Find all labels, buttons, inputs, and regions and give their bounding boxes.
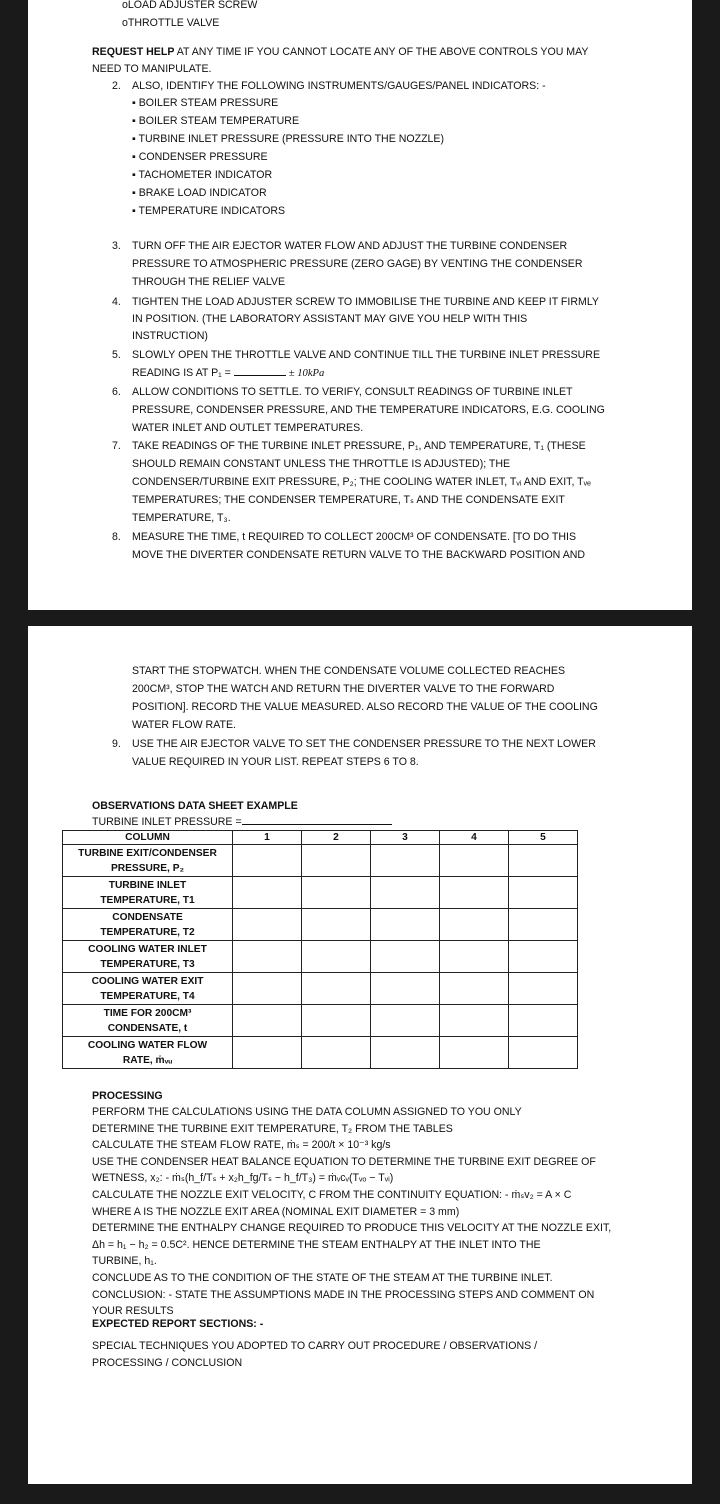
step-2-text: ALSO, IDENTIFY THE FOLLOWING INSTRUMENTS/GAUGES/PANEL INDICATORS: - bbox=[132, 80, 546, 92]
table-row bbox=[63, 941, 578, 973]
row-label-line: PRESSURE, P₂ bbox=[110, 862, 185, 874]
step-number: 3. bbox=[112, 240, 121, 252]
processing-line: CONCLUSION: - STATE THE ASSUMPTIONS MADE IN THE PROCESSING STEPS AND COMMENT ON bbox=[92, 1288, 595, 1301]
row-label bbox=[63, 1005, 233, 1037]
data-entry-cell[interactable] bbox=[509, 1037, 578, 1069]
data-entry-cell[interactable] bbox=[371, 877, 440, 909]
bullet-icon: ▪ bbox=[132, 151, 139, 163]
data-entry-cell[interactable] bbox=[371, 973, 440, 1005]
data-entry-cell[interactable] bbox=[440, 877, 509, 909]
report-sections-line: PROCESSING / CONCLUSION bbox=[92, 1356, 243, 1369]
row-label-line: RATE, ṁᵥᵤ bbox=[122, 1054, 173, 1066]
data-entry-cell[interactable] bbox=[440, 1005, 509, 1037]
step-number: 6. bbox=[112, 386, 121, 398]
step-8-line: MOVE THE DIVERTER CONDENSATE RETURN VALVE TO THE BACKWARD POSITION AND bbox=[132, 549, 586, 561]
data-entry-cell[interactable] bbox=[509, 973, 578, 1005]
p1-reading-blank bbox=[234, 365, 286, 376]
data-entry-cell[interactable] bbox=[371, 1037, 440, 1069]
step-4-line: INSTRUCTION) bbox=[132, 330, 208, 342]
row-label-line: TEMPERATURE, T2 bbox=[100, 926, 195, 938]
data-entry-cell[interactable] bbox=[233, 973, 302, 1005]
request-help-line-2: NEED TO MANIPULATE. bbox=[92, 63, 212, 75]
p1-reading-label: READING IS AT P₁ = bbox=[132, 367, 231, 379]
table-row bbox=[63, 909, 578, 941]
row-label-line: CONDENSATE bbox=[112, 911, 183, 923]
data-entry-cell[interactable] bbox=[233, 1005, 302, 1037]
row-label-line: TIME FOR 200CM³ bbox=[103, 1007, 192, 1019]
table-header-row bbox=[63, 831, 578, 845]
instrument-label: BOILER STEAM TEMPERATURE bbox=[138, 115, 300, 127]
row-label bbox=[63, 845, 233, 877]
data-entry-cell[interactable] bbox=[509, 877, 578, 909]
inlet-pressure-label: TURBINE INLET PRESSURE = bbox=[92, 816, 242, 828]
step-number: 5. bbox=[112, 349, 121, 361]
data-entry-cell[interactable] bbox=[302, 941, 371, 973]
step-6-line: ALLOW CONDITIONS TO SETTLE. TO VERIFY, CONSULT READINGS OF TURBINE INLET bbox=[132, 386, 573, 398]
data-entry-cell[interactable] bbox=[440, 973, 509, 1005]
instrument-list-item bbox=[132, 113, 299, 131]
data-entry-cell[interactable] bbox=[302, 1005, 371, 1037]
row-label-line: TURBINE INLET bbox=[108, 879, 187, 891]
step-5-line-2 bbox=[132, 365, 324, 383]
observations-table bbox=[62, 830, 578, 1069]
data-entry-cell[interactable] bbox=[302, 973, 371, 1005]
table-header-cell: COLUMN bbox=[63, 831, 233, 845]
step-7-line: TAKE READINGS OF THE TURBINE INLET PRESSURE, P₁, AND TEMPERATURE, T₁ (THESE bbox=[132, 440, 586, 452]
instrument-list-item bbox=[132, 149, 268, 167]
request-help-text: AT ANY TIME IF YOU CANNOT LOCATE ANY OF THE ABOVE CONTROLS YOU MAY bbox=[174, 46, 589, 58]
data-entry-cell[interactable] bbox=[233, 1037, 302, 1069]
bullet-icon: ▪ bbox=[132, 187, 139, 199]
data-entry-cell[interactable] bbox=[371, 909, 440, 941]
step-7-line: TEMPERATURES; THE CONDENSER TEMPERATURE, Tₛ AND THE CONDENSATE EXIT bbox=[132, 494, 565, 506]
step-3-line: PRESSURE TO ATMOSPHERIC PRESSURE (ZERO GAGE) BY VENTING THE CONDENSER bbox=[132, 258, 583, 270]
instrument-label: CONDENSER PRESSURE bbox=[138, 151, 268, 163]
table-row bbox=[63, 973, 578, 1005]
request-help-line bbox=[92, 44, 588, 62]
processing-line: Δh = h₁ − h₂ = 0.5C². HENCE DETERMINE THE STEAM ENTHALPY AT THE INLET INTO THE bbox=[92, 1238, 541, 1251]
step-number: 7. bbox=[112, 440, 121, 452]
table-body bbox=[63, 845, 578, 1069]
data-entry-cell[interactable] bbox=[440, 941, 509, 973]
data-entry-cell[interactable] bbox=[371, 941, 440, 973]
row-label-line: CONDENSATE, t bbox=[107, 1022, 188, 1034]
table-header-cell: 5 bbox=[509, 831, 578, 845]
tolerance-text: ± 10kPa bbox=[288, 368, 325, 379]
table-row bbox=[63, 1037, 578, 1069]
step-8-cont-line: WATER FLOW RATE. bbox=[132, 719, 236, 731]
instrument-label: TURBINE INLET PRESSURE (PRESSURE INTO THE NOZZLE) bbox=[138, 133, 445, 145]
bullet-icon: ▪ bbox=[132, 205, 139, 217]
step-7-line: SHOULD REMAIN CONSTANT UNLESS THE THROTTLE IS ADJUSTED); THE bbox=[132, 458, 511, 470]
instrument-label: BOILER STEAM PRESSURE bbox=[138, 97, 279, 109]
data-entry-cell[interactable] bbox=[509, 909, 578, 941]
row-label bbox=[63, 973, 233, 1005]
table-header-cell: 2 bbox=[302, 831, 371, 845]
row-label-line: TURBINE EXIT/CONDENSER bbox=[78, 847, 217, 859]
data-entry-cell[interactable] bbox=[233, 941, 302, 973]
processing-line: CONCLUDE AS TO THE CONDITION OF THE STATE OF THE STEAM AT THE TURBINE INLET. bbox=[92, 1272, 553, 1284]
data-entry-cell[interactable] bbox=[509, 941, 578, 973]
table-header-cell: 1 bbox=[233, 831, 302, 845]
step-9-line: VALUE REQUIRED IN YOUR LIST. REPEAT STEPS 6 TO 8. bbox=[132, 756, 419, 768]
processing-line: TURBINE, h₁. bbox=[92, 1255, 157, 1268]
instrument-list-item bbox=[132, 185, 267, 203]
observations-subtitle bbox=[92, 814, 392, 832]
document-page-1 bbox=[28, 0, 692, 610]
table-row bbox=[63, 845, 578, 877]
step-8-cont-line: POSITION]. RECORD THE VALUE MEASURED. ALSO RECORD THE VALUE OF THE COOLING bbox=[132, 701, 598, 713]
step-number: 8. bbox=[112, 531, 121, 543]
processing-title: PROCESSING bbox=[92, 1090, 163, 1102]
row-label-line: COOLING WATER FLOW bbox=[87, 1039, 208, 1051]
step-3-line: TURN OFF THE AIR EJECTOR WATER FLOW AND ADJUST THE TURBINE CONDENSER bbox=[132, 240, 568, 252]
request-help-label: REQUEST HELP bbox=[92, 46, 175, 58]
processing-line: DETERMINE THE ENTHALPY CHANGE REQUIRED TO PRODUCE THIS VELOCITY AT THE NOZZLE EXIT, bbox=[92, 1222, 612, 1235]
step-6-line: PRESSURE, CONDENSER PRESSURE, AND THE TEMPERATURE INDICATORS, E.G. COOLING bbox=[132, 404, 605, 416]
table-header-cell: 4 bbox=[440, 831, 509, 845]
step-9-line: USE THE AIR EJECTOR VALVE TO SET THE CONDENSER PRESSURE TO THE NEXT LOWER bbox=[132, 738, 596, 750]
data-entry-cell[interactable] bbox=[233, 877, 302, 909]
instrument-label: BRAKE LOAD INDICATOR bbox=[138, 187, 267, 199]
bullet-throttle-valve: oTHROTTLE VALVE bbox=[122, 17, 220, 29]
step-8-cont-line: START THE STOPWATCH. WHEN THE CONDENSATE VOLUME COLLECTED REACHES bbox=[132, 665, 566, 677]
data-entry-cell[interactable] bbox=[302, 1037, 371, 1069]
step-3-line: THROUGH THE RELIEF VALVE bbox=[132, 276, 286, 288]
instrument-list-item bbox=[132, 95, 278, 113]
processing-line: WHERE A IS THE NOZZLE EXIT AREA (NOMINAL EXIT DIAMETER = 3 mm) bbox=[92, 1205, 460, 1218]
step-number: 9. bbox=[112, 738, 121, 750]
row-label bbox=[63, 909, 233, 941]
data-entry-cell[interactable] bbox=[371, 845, 440, 877]
row-label bbox=[63, 877, 233, 909]
data-entry-cell[interactable] bbox=[233, 845, 302, 877]
bullet-load-adjuster: oLOAD ADJUSTER SCREW bbox=[122, 0, 258, 11]
bullet-icon: ▪ bbox=[132, 133, 139, 145]
document-page-2 bbox=[28, 626, 692, 1484]
data-entry-cell[interactable] bbox=[302, 845, 371, 877]
table-header-cell: 3 bbox=[371, 831, 440, 845]
data-entry-cell[interactable] bbox=[509, 1005, 578, 1037]
step-7-line: TEMPERATURE, T₃. bbox=[132, 512, 231, 524]
bullet-icon: ▪ bbox=[132, 97, 139, 109]
row-label bbox=[63, 1037, 233, 1069]
row-label-line: TEMPERATURE, T4 bbox=[100, 990, 195, 1002]
processing-line: DETERMINE THE TURBINE EXIT TEMPERATURE, T₂ FROM THE TABLES bbox=[92, 1122, 453, 1135]
step-4-line: TIGHTEN THE LOAD ADJUSTER SCREW TO IMMOBILISE THE TURBINE AND KEEP IT FIRMLY bbox=[132, 296, 599, 308]
instrument-list-item bbox=[132, 167, 272, 185]
row-label-line: COOLING WATER INLET bbox=[88, 943, 207, 955]
report-sections-title: EXPECTED REPORT SECTIONS: - bbox=[92, 1318, 264, 1330]
observations-title: OBSERVATIONS DATA SHEET EXAMPLE bbox=[92, 800, 298, 812]
row-label-line: TEMPERATURE, T1 bbox=[100, 894, 195, 906]
data-entry-cell[interactable] bbox=[440, 1037, 509, 1069]
instrument-list-item bbox=[132, 203, 285, 221]
bullet-icon: ▪ bbox=[132, 169, 139, 181]
instrument-label: TACHOMETER INDICATOR bbox=[138, 169, 273, 181]
report-sections-line: SPECIAL TECHNIQUES YOU ADOPTED TO CARRY OUT PROCEDURE / OBSERVATIONS / bbox=[92, 1340, 538, 1352]
data-entry-cell[interactable] bbox=[509, 845, 578, 877]
inlet-pressure-blank bbox=[242, 814, 392, 825]
row-label bbox=[63, 941, 233, 973]
instrument-list-item bbox=[132, 131, 444, 149]
step-8-cont-line: 200CM³, STOP THE WATCH AND RETURN THE DIVERTER VALVE TO THE FORWARD bbox=[132, 683, 555, 695]
data-entry-cell[interactable] bbox=[440, 845, 509, 877]
row-label-line: TEMPERATURE, T3 bbox=[100, 958, 195, 970]
table-row bbox=[63, 877, 578, 909]
data-entry-cell[interactable] bbox=[302, 909, 371, 941]
processing-line: USE THE CONDENSER HEAT BALANCE EQUATION TO DETERMINE THE TURBINE EXIT DEGREE OF bbox=[92, 1155, 596, 1168]
step-6-line: WATER INLET AND OUTLET TEMPERATURES. bbox=[132, 422, 364, 434]
step-5-line-1: SLOWLY OPEN THE THROTTLE VALVE AND CONTINUE TILL THE TURBINE INLET PRESSURE bbox=[132, 349, 601, 361]
processing-line: CALCULATE THE NOZZLE EXIT VELOCITY, C FROM THE CONTINUITY EQUATION: - ṁₛv₂ = A × C bbox=[92, 1189, 572, 1201]
table-row bbox=[63, 1005, 578, 1037]
step-7-line: CONDENSER/TURBINE EXIT PRESSURE, P₂; THE COOLING WATER INLET, Tᵥᵢ AND EXIT, Tᵥₑ bbox=[132, 476, 591, 488]
row-label-line: COOLING WATER EXIT bbox=[91, 975, 204, 987]
processing-line: CALCULATE THE STEAM FLOW RATE, ṁₛ = 200/t × 10⁻³ kg/s bbox=[92, 1139, 391, 1152]
data-entry-cell[interactable] bbox=[440, 909, 509, 941]
bullet-icon: ▪ bbox=[132, 115, 139, 127]
step-4-line: IN POSITION. (THE LABORATORY ASSISTANT MAY GIVE YOU HELP WITH THIS bbox=[132, 313, 528, 325]
step-8-line: MEASURE THE TIME, t REQUIRED TO COLLECT 200CM³ OF CONDENSATE. [TO DO THIS bbox=[132, 531, 577, 543]
processing-line: YOUR RESULTS bbox=[92, 1305, 174, 1318]
data-entry-cell[interactable] bbox=[302, 877, 371, 909]
processing-line: WETNESS, x₂: - ṁₛ(h_f/Tₛ + x₂h_fg/Tₛ − h_f/T₃) = ṁᵥcᵥ(Tᵥₒ − Tᵥᵢ) bbox=[92, 1172, 394, 1185]
data-entry-cell[interactable] bbox=[371, 1005, 440, 1037]
step-number: 2. bbox=[112, 80, 121, 92]
processing-line: PERFORM THE CALCULATIONS USING THE DATA COLUMN ASSIGNED TO YOU ONLY bbox=[92, 1106, 522, 1118]
instrument-label: TEMPERATURE INDICATORS bbox=[138, 205, 286, 217]
step-number: 4. bbox=[112, 296, 121, 308]
data-entry-cell[interactable] bbox=[233, 909, 302, 941]
